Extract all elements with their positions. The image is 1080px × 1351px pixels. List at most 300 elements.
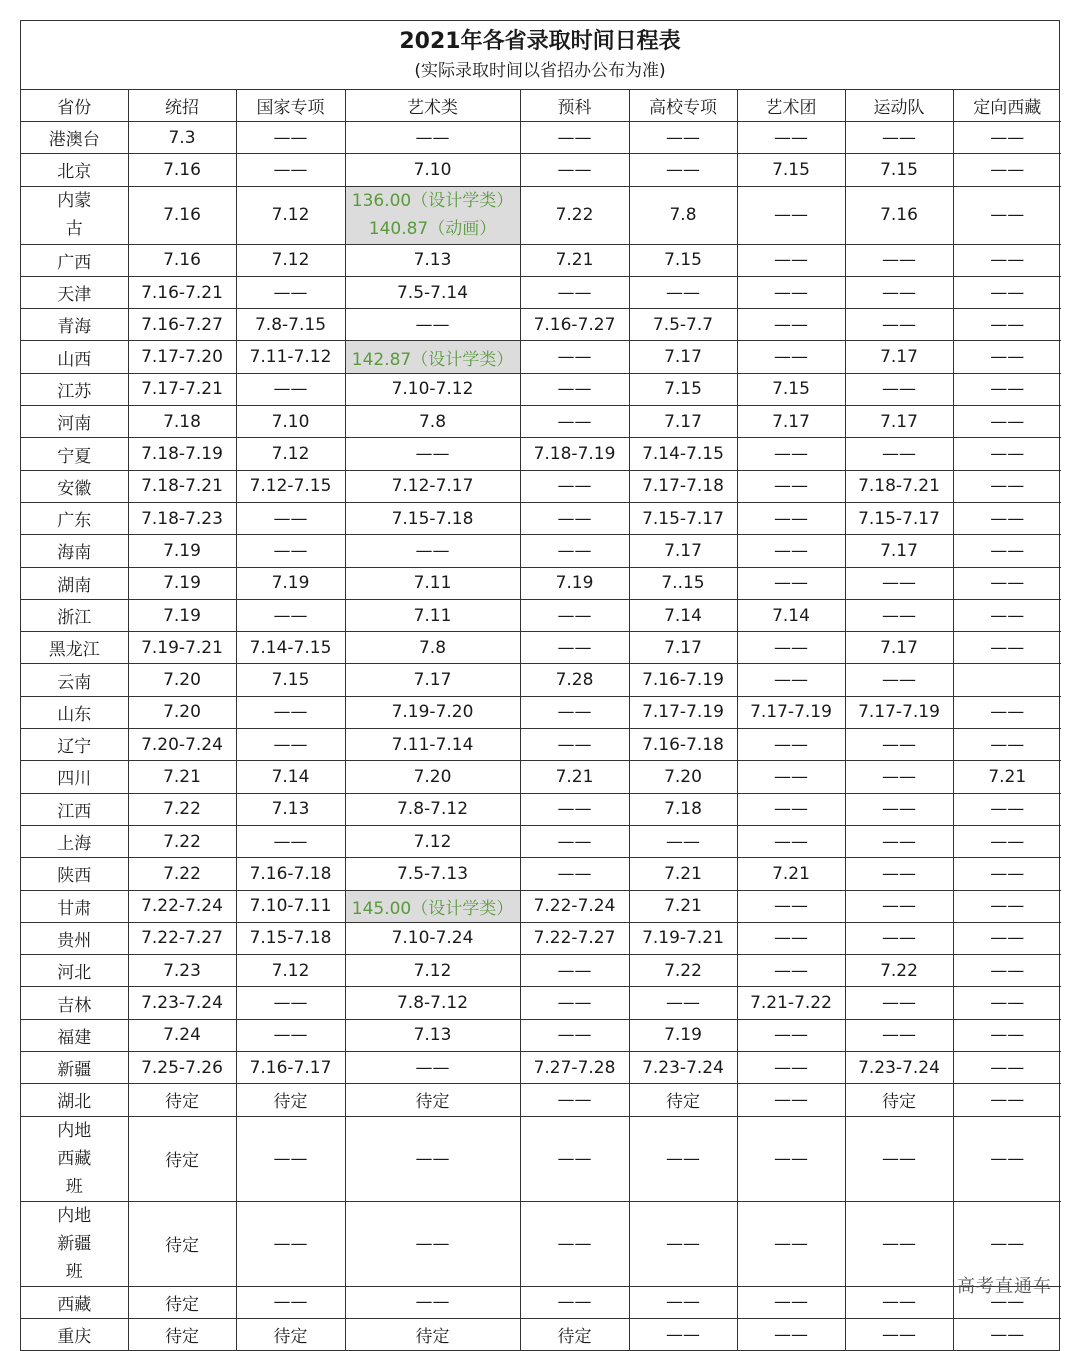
province-cell: 宁夏 [21,438,128,470]
table-cell: —— [953,1116,1061,1201]
table-cell: 7.12 [236,244,345,276]
table-cell: 7.27-7.28 [520,1052,629,1084]
table-cell: 7.22 [520,186,629,244]
table-cell: 7.19 [629,1019,737,1051]
table-row [21,502,1061,534]
header-row [21,90,1061,122]
table-cell: —— [520,1286,629,1318]
table-cell: 7.22 [128,793,236,825]
table-cell: 145.00（设计学类） [345,890,520,922]
table-cell: 7.17 [629,341,737,373]
table-cell: —— [236,729,345,761]
table-cell: —— [737,341,845,373]
table-cell: —— [953,1318,1061,1350]
table-cell: 7.12 [236,955,345,987]
table-cell: —— [345,1052,520,1084]
table-cell: 7.14 [236,761,345,793]
table-cell: 7.16-7.27 [520,309,629,341]
page-title: 2021年各省录取时间日程表 [399,29,681,54]
table-cell: —— [520,276,629,308]
table-cell: —— [953,987,1061,1019]
table-cell: 7.17-7.21 [128,373,236,405]
table-cell: —— [953,470,1061,502]
table-cell: —— [520,406,629,438]
table-cell: —— [520,470,629,502]
table-cell: 7.19-7.21 [629,922,737,954]
table-cell: 7.12-7.15 [236,470,345,502]
table-cell: 7.21 [953,761,1061,793]
table-cell: —— [845,729,953,761]
table-cell: 7.16-7.18 [236,858,345,890]
table-cell: 142.87（设计学类） [345,341,520,373]
table-row [21,373,1061,405]
table-cell: 7.15 [629,373,737,405]
province-cell: 港澳台 [21,122,128,154]
table-cell: —— [345,122,520,154]
table-cell: —— [520,632,629,664]
table-cell: —— [236,502,345,534]
table-cell: 7.16-7.17 [236,1052,345,1084]
table-cell: 7.18 [128,406,236,438]
table-cell: —— [845,890,953,922]
table-cell: 7.13 [236,793,345,825]
table-cell: 7.16 [128,186,236,244]
table-cell: —— [845,1318,953,1350]
table-cell: 7.17-7.19 [845,696,953,728]
province-cell: 吉林 [21,987,128,1019]
province-cell: 甘肃 [21,890,128,922]
province-cell: 江西 [21,793,128,825]
province-cell: 上海 [21,825,128,857]
table-cell: 7.15 [737,373,845,405]
table-cell: —— [629,825,737,857]
watermark: 高考直通车 [957,1276,1052,1297]
table-cell: 7.16-7.18 [629,729,737,761]
page-subtitle: (实际录取时间以省招办公布为准) [414,61,666,81]
table-cell: 7.19-7.20 [345,696,520,728]
table-cell: 7.16 [128,154,236,186]
table-cell: —— [520,122,629,154]
table-cell: —— [520,955,629,987]
table-cell: 7.20 [128,696,236,728]
table-cell: 7.17 [629,406,737,438]
table-cell: —— [520,793,629,825]
province-cell: 陕西 [21,858,128,890]
table-cell: —— [520,1116,629,1201]
table-cell: —— [737,955,845,987]
table-cell: 7.23-7.24 [629,1052,737,1084]
table-cell: 7.15-7.18 [345,502,520,534]
table-row [21,567,1061,599]
table-row [21,1116,1061,1201]
table-cell: —— [629,154,737,186]
table-row [21,793,1061,825]
table-cell: 7.14-7.15 [629,438,737,470]
table-cell: 7.14 [737,599,845,631]
province-cell: 北京 [21,154,128,186]
table-cell: 7.8-7.12 [345,987,520,1019]
table-cell: —— [345,1116,520,1201]
table-cell: —— [953,244,1061,276]
table-cell: —— [236,154,345,186]
table-cell: —— [953,599,1061,631]
table-row [21,664,1061,696]
column-header: 运动队 [845,90,953,122]
table-cell: 7.11 [345,599,520,631]
table-cell: 7.17 [845,341,953,373]
table-cell: 7.19 [128,599,236,631]
province-cell: 山东 [21,696,128,728]
table-cell: —— [737,244,845,276]
table-row [21,276,1061,308]
province-cell: 西藏 [21,1286,128,1318]
table-cell: 待定 [128,1084,236,1116]
table-cell: 7.28 [520,664,629,696]
table-cell: —— [845,276,953,308]
table-cell: —— [737,1318,845,1350]
table-cell: 7.20-7.24 [128,729,236,761]
table-cell: 7.15 [629,244,737,276]
table-cell: —— [737,122,845,154]
table-cell: —— [737,1286,845,1318]
table-cell: 7.19-7.21 [128,632,236,664]
table-cell: 7.18-7.19 [128,438,236,470]
schedule-sheet [20,20,1060,1351]
table-cell: 7.15 [845,154,953,186]
table-cell: 7.17 [629,535,737,567]
table-cell: 7.21 [128,761,236,793]
table-cell: 7.12-7.17 [345,470,520,502]
table-cell: 7.8-7.15 [236,309,345,341]
table-cell: 待定 [629,1084,737,1116]
table-cell: —— [236,1201,345,1286]
table-cell: —— [236,1019,345,1051]
table-cell: 7.10 [236,406,345,438]
table-cell: 7.24 [128,1019,236,1051]
table-cell: 7.17 [845,406,953,438]
table-cell: —— [520,825,629,857]
table-cell: 7.8 [629,186,737,244]
table-cell: 7.23-7.24 [845,1052,953,1084]
table-cell: —— [953,696,1061,728]
table-cell: —— [953,729,1061,761]
table-cell: —— [845,761,953,793]
table-cell: —— [737,567,845,599]
table-cell: —— [520,154,629,186]
table-cell: —— [953,922,1061,954]
table-cell: 7.14 [629,599,737,631]
table-cell: —— [953,373,1061,405]
table-cell: 待定 [520,1318,629,1350]
table-cell: 待定 [345,1318,520,1350]
table-cell: —— [953,309,1061,341]
province-cell: 内地新疆班 [21,1201,128,1286]
table-cell: —— [629,1116,737,1201]
table-cell: 7.11 [345,567,520,599]
table-cell: 7.15-7.17 [629,502,737,534]
province-cell: 四川 [21,761,128,793]
table-row [21,186,1061,244]
column-header: 定向西藏 [953,90,1061,122]
table-cell: 7.16 [128,244,236,276]
table-cell: 待定 [236,1084,345,1116]
table-cell: —— [845,373,953,405]
table-cell: 136.00（设计学类）140.87（动画） [345,186,520,244]
table-row [21,1052,1061,1084]
table-cell: —— [845,1116,953,1201]
column-header: 省份 [21,90,128,122]
table-cell: —— [953,502,1061,534]
province-cell: 浙江 [21,599,128,631]
table-row [21,470,1061,502]
table-cell: —— [236,276,345,308]
table-cell: 7.23 [128,955,236,987]
table-cell: 7.21 [629,858,737,890]
table-cell: —— [345,438,520,470]
table-row [21,244,1061,276]
table-cell: 7.12 [345,825,520,857]
table-row [21,890,1061,922]
title-block [21,21,1059,90]
table-cell: —— [520,1019,629,1051]
table-cell: —— [520,729,629,761]
table-row [21,761,1061,793]
table-cell: —— [236,696,345,728]
table-cell: 7.22 [128,858,236,890]
table-cell: 待定 [845,1084,953,1116]
table-cell: 7.8 [345,406,520,438]
table-cell: 7.20 [128,664,236,696]
table-cell: —— [845,438,953,470]
province-cell: 重庆 [21,1318,128,1350]
table-cell: —— [737,535,845,567]
table-cell: —— [845,599,953,631]
table-cell: —— [845,244,953,276]
province-cell: 新疆 [21,1052,128,1084]
table-cell: 7.11-7.12 [236,341,345,373]
table-cell: —— [629,122,737,154]
table-cell: 待定 [345,1084,520,1116]
table-cell: —— [737,793,845,825]
table-cell: 7.17-7.20 [128,341,236,373]
table-cell: —— [953,632,1061,664]
table-cell: —— [845,1286,953,1318]
province-cell: 内地西藏班 [21,1116,128,1201]
table-cell: —— [737,890,845,922]
table-cell: 待定 [128,1201,236,1286]
table-cell: 7.21 [629,890,737,922]
table-cell: 7.5-7.7 [629,309,737,341]
table-cell: 7.18-7.19 [520,438,629,470]
table-cell: —— [520,373,629,405]
table-cell: 7.15 [236,664,345,696]
table-cell: —— [737,502,845,534]
table-cell: —— [629,276,737,308]
table-row [21,154,1061,186]
table-row [21,438,1061,470]
table-cell: 7.19 [128,567,236,599]
table-cell: —— [953,1286,1061,1318]
table-cell: 待定 [128,1318,236,1350]
province-cell: 贵州 [21,922,128,954]
province-cell: 云南 [21,664,128,696]
column-header: 预科 [520,90,629,122]
column-header: 高校专项 [629,90,737,122]
table-cell: —— [845,309,953,341]
table-cell: —— [953,567,1061,599]
province-cell: 青海 [21,309,128,341]
table-row [21,729,1061,761]
table-cell: —— [345,309,520,341]
table-cell: —— [953,154,1061,186]
table-row [21,341,1061,373]
table-cell: 7.17 [629,632,737,664]
table-cell: 7.15 [737,154,845,186]
province-cell: 广西 [21,244,128,276]
table-cell: —— [953,341,1061,373]
table-cell: —— [737,276,845,308]
column-header: 统招 [128,90,236,122]
province-cell: 天津 [21,276,128,308]
table-cell: —— [845,858,953,890]
table-cell: 7.12 [236,186,345,244]
table-cell: 7.5-7.14 [345,276,520,308]
table-cell: —— [236,1286,345,1318]
table-cell: —— [845,793,953,825]
table-cell: —— [737,1019,845,1051]
province-cell: 山西 [21,341,128,373]
table-cell: —— [345,1286,520,1318]
province-cell: 安徽 [21,470,128,502]
table-cell: 7.3 [128,122,236,154]
table-cell: —— [953,890,1061,922]
table-cell: 7.17 [845,632,953,664]
table-cell: 7.12 [345,955,520,987]
table-row [21,987,1061,1019]
table-cell: —— [737,729,845,761]
table-cell: —— [737,632,845,664]
table-cell: —— [520,987,629,1019]
table-row [21,632,1061,664]
table-row [21,922,1061,954]
table-cell: —— [737,309,845,341]
table-cell: —— [953,438,1061,470]
table-cell: —— [953,793,1061,825]
table-cell: 7.22 [629,955,737,987]
table-cell: —— [520,502,629,534]
table-cell: —— [953,186,1061,244]
table-cell: 7.13 [345,1019,520,1051]
table-cell: —— [737,438,845,470]
province-cell: 河南 [21,406,128,438]
table-cell: 7.19 [128,535,236,567]
province-cell: 黑龙江 [21,632,128,664]
table-cell: —— [953,122,1061,154]
table-cell: —— [520,1201,629,1286]
province-cell: 内蒙古 [21,186,128,244]
table-cell: 7.18-7.23 [128,502,236,534]
table-cell: 7.22 [128,825,236,857]
table-cell: —— [737,664,845,696]
table-cell: 7.18-7.21 [845,470,953,502]
table-cell: 7.17 [845,535,953,567]
table-cell: —— [629,1201,737,1286]
table-cell: 7.10 [345,154,520,186]
table-cell: 7.10-7.24 [345,922,520,954]
table-cell: —— [845,122,953,154]
table-cell: 7.18 [629,793,737,825]
table-cell: 7.15-7.18 [236,922,345,954]
table-cell: —— [737,186,845,244]
table-cell: 7.16-7.19 [629,664,737,696]
table-cell: —— [953,406,1061,438]
table-cell: 7.18-7.21 [128,470,236,502]
province-cell: 湖北 [21,1084,128,1116]
table-cell: 7.19 [236,567,345,599]
table-cell: 7.23-7.24 [128,987,236,1019]
table-cell: 7.13 [345,244,520,276]
province-cell: 河北 [21,955,128,987]
table-cell: —— [845,1019,953,1051]
table-cell: 7.17-7.19 [737,696,845,728]
table-row [21,825,1061,857]
table-cell: —— [345,535,520,567]
table-cell: 7.20 [345,761,520,793]
table-cell: —— [737,761,845,793]
table-cell: —— [345,1201,520,1286]
table-cell: —— [737,1116,845,1201]
table-cell: —— [236,535,345,567]
schedule-table [21,90,1061,1350]
table-row [21,955,1061,987]
table-cell: —— [520,341,629,373]
table-row [21,1318,1061,1350]
table-cell: 7.11-7.14 [345,729,520,761]
table-cell: 7.12 [236,438,345,470]
table-cell: 7.8 [345,632,520,664]
table-cell: —— [845,922,953,954]
table-body [21,122,1061,1351]
table-cell: —— [845,987,953,1019]
column-header: 艺术团 [737,90,845,122]
table-cell: —— [845,567,953,599]
table-row [21,309,1061,341]
table-cell: 7.22-7.27 [128,922,236,954]
table-cell: —— [737,470,845,502]
table-cell: 7.15-7.17 [845,502,953,534]
table-row [21,406,1061,438]
table-cell: 待定 [128,1116,236,1201]
table-cell: —— [629,1286,737,1318]
column-header: 国家专项 [236,90,345,122]
table-cell: 7.16-7.21 [128,276,236,308]
province-cell: 海南 [21,535,128,567]
table-row [21,599,1061,631]
table-cell: 7.17 [737,406,845,438]
table-cell: —— [953,1201,1061,1286]
table-cell: —— [845,1201,953,1286]
province-cell: 湖南 [21,567,128,599]
table-cell: 7.8-7.12 [345,793,520,825]
table-cell [953,664,1061,696]
table-cell: 7.10-7.11 [236,890,345,922]
table-cell: —— [845,664,953,696]
table-row [21,858,1061,890]
table-cell: 7.22 [845,955,953,987]
table-cell: —— [845,825,953,857]
table-cell: 7.10-7.12 [345,373,520,405]
province-cell: 广东 [21,502,128,534]
